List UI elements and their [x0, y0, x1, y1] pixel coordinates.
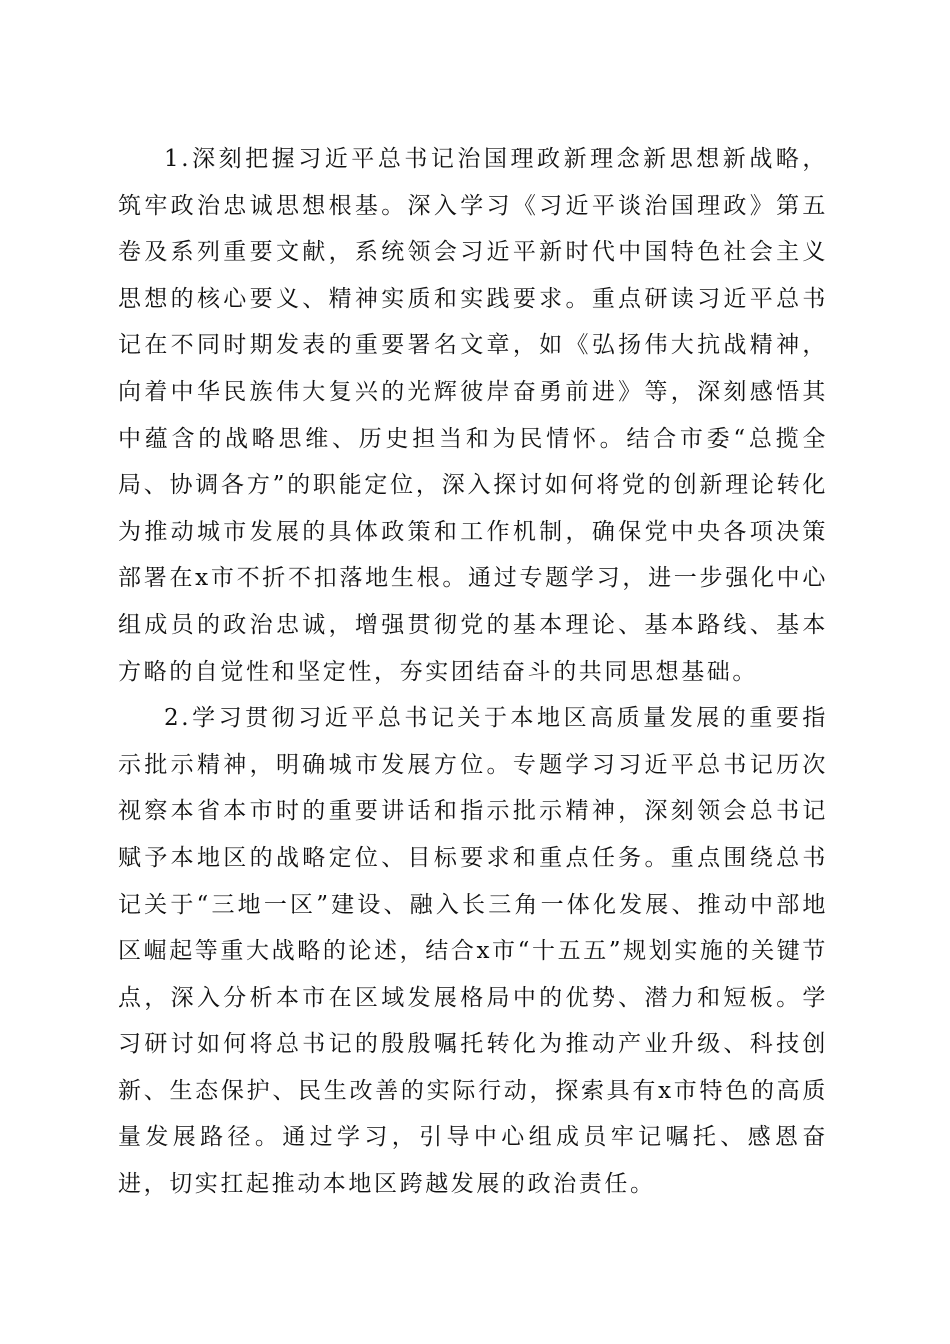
document-body — [118, 136, 828, 1208]
paragraph-2: 2.学习贯彻习近平总书记关于本地区高质量发展的重要指示批示精神，明确城市发展方位。专题学习习近平总书记历次视察本省本市时的重要讲话和指示批示精神，深刻领会总书记赋予本地区的战略定位、目标要求和重点任务。重点围绕总书记关于“三地一区”建设、融入长三角一体化发展、推动中部地区崛起等重大战略的论述，结合x市“十五五”规划实施的关键节点，深入分析本市在区域发展格局中的优势、潜力和短板。学习研讨如何将总书记的殷殷嘱托转化为推动产业升级、科技创新、生态保护、民生改善的实际行动，探索具有x市特色的高质量发展路径。通过学习，引导中心组成员牢记嘱托、感恩奋进，切实扛起推动本地区跨越发展的政治责任。 — [118, 705, 828, 1198]
paragraph-1: 1.深刻把握习近平总书记治国理政新理念新思想新战略，筑牢政治忠诚思想根基。深入学习《习近平谈治国理政》第五卷及系列重要文献，系统领会习近平新时代中国特色社会主义思想的核心要义、精神实质和实践要求。重点研读习近平总书记在不同时期发表的重要署名文章，如《弘扬伟大抗战精神，向着中华民族伟大复兴的光辉彼岸奋勇前进》等，深刻感悟其中蕴含的战略思维、历史担当和为民情怀。结合市委“总揽全局、协调各方”的职能定位，深入探讨如何将党的创新理论转化为推动城市发展的具体政策和工作机制，确保党中央各项决策部署在x市不折不扣落地生根。通过专题学习，进一步强化中心组成员的政治忠诚，增强贯彻党的基本理论、基本路线、基本方略的自觉性和坚定性，夯实团结奋斗的共同思想基础。 — [118, 146, 828, 685]
